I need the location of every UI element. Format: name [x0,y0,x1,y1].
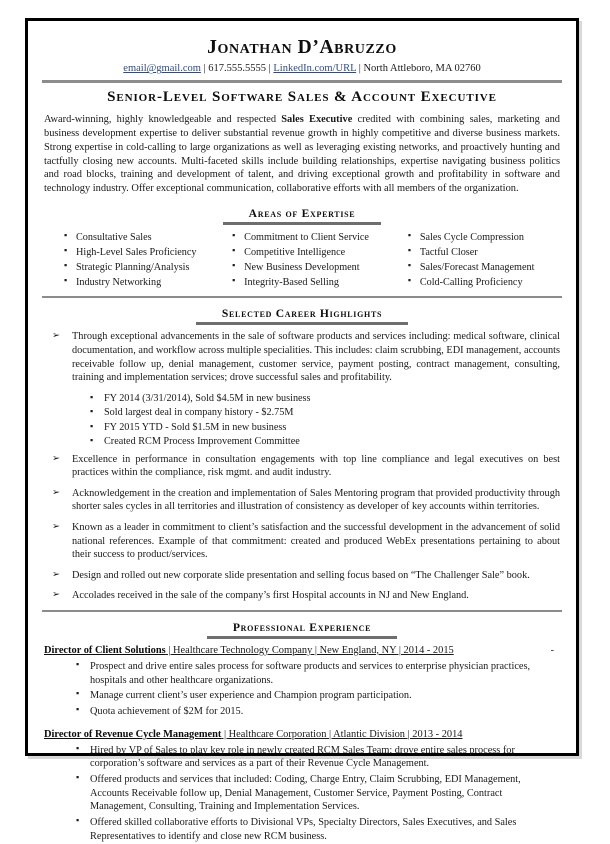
phone-number: 617.555.5555 [208,63,267,75]
job-entry [44,644,560,719]
highlight-item: ➢ Through exceptional advancements in the sale of software products and services including: medical software, clinical documentation, and workflow across multiple specialities. This includes: claim scrubbing, EDI management, accounts receivable follow up, denial management, customer service, payment posting, contract management, consulting, training and implementation services; drove successful sales and profitability. [44,330,560,384]
expertise-grid [42,230,562,290]
job-bullet: ▪ Prospect and drive entire sales process for software products and services to enterprise physician practices, hospitals and other healthcare organizations. [76,660,560,687]
location-text: North Attleboro, MA 02760 [363,63,481,75]
expertise-item: ▪ Industry Networking [64,275,214,290]
highlights-divider [42,610,562,612]
contact-separator-2: | [266,63,274,75]
summary-part-1: Award-winning, highly knowledgeable and respected [44,114,282,126]
resume-content [28,21,576,844]
job-bullet: ▪ Hired by VP of Sales to play key role in newly created RCM Sales Team; drove entire sales process for corporation’s software and services as a part of their Revenue Cycle Management. [76,744,560,771]
expertise-column-2 [214,230,390,290]
summary-bold-role: Sales Executive [281,114,353,126]
expertise-column-3 [390,230,558,290]
highlight-sub-item: ▪ FY 2014 (3/31/2014), Sold $4.5M in new business [90,392,560,406]
job-meta: | Healthcare Technology Company | New England, NY | 2014 - 2015 [165,644,454,656]
expertise-item: ▪ Integrity-Based Selling [232,275,390,290]
job-trailing-mark: - [550,644,554,656]
resume-page [25,18,579,842]
section-heading-experience [42,618,562,639]
expertise-item: ▪ High-Level Sales Proficiency [64,245,214,260]
section-heading-highlights [42,304,562,325]
candidate-name: Jonathan D’Abruzzo [207,37,397,58]
expertise-item: ▪ Strategic Planning/Analysis [64,260,214,275]
highlight-item: ➢ Excellence in performance in consultation engagements with top line compliance and legal executives on best practices within the compliance, risk mgmt. and audit industry. [44,453,560,480]
job-bullet: ▪ Manage current client’s user experience and Champion program participation. [76,689,560,703]
job-bullet-list [44,660,560,719]
professional-headline: Senior-Level Software Sales & Account Executive [107,89,497,106]
expertise-item: ▪ New Business Development [232,260,390,275]
expertise-item: ▪ Commitment to Client Service [232,230,390,245]
highlight-sub-item: ▪ FY 2015 YTD - Sold $1.5M in new business [90,421,560,435]
highlight-item: ➢ Accolades received in the sale of the company’s first Hospital accounts in NJ and New England. [44,589,560,603]
expertise-item: ▪ Sales Cycle Compression [408,230,558,245]
job-bullet: ▪ Offered skilled collaborative efforts to Divisional VPs, Specialty Directors, Sales Executives, and Sales Representatives to identify and close new RCM business. [76,816,560,843]
job-header [44,728,560,742]
highlight-sub-list [44,392,560,450]
expertise-item: ▪ Sales/Forecast Management [408,260,558,275]
expertise-column-1 [46,230,214,290]
section-heading-expertise-label: Areas of Expertise [223,207,382,225]
expertise-item: ▪ Competitive Intelligence [232,245,390,260]
job-title: Director of Revenue Cycle Management [44,728,222,740]
expertise-item: ▪ Cold-Calling Proficiency [408,275,558,290]
section-heading-highlights-label: Selected Career Highlights [196,307,408,325]
job-header [44,644,560,658]
highlight-item: ➢ Acknowledgement in the creation and implementation of Sales Mentoring program that provided productivity through shorter sales cycles in all territories and illustration of consistency as developer of key accounts within territories. [44,487,560,514]
job-bullet-list [44,744,560,844]
job-title: Director of Client Solutions [44,644,166,656]
job-meta: | Healthcare Corporation | Atlantic Division | 2013 - 2014 [221,728,463,740]
professional-summary [44,113,560,196]
header-divider [42,80,562,83]
contact-line [42,62,562,76]
highlight-sub-item: ▪ Sold largest deal in company history - $2.75M [90,406,560,420]
highlight-item: ➢ Known as a leader in commitment to client’s satisfaction and the successful development in the advancement of solid national references. Example of that commitment: created and produced WebEx presentations pertaining to about their success to product/services. [44,521,560,562]
job-entry [44,728,560,844]
section-heading-experience-label: Professional Experience [207,621,397,639]
email-link[interactable]: email@gmail.com [123,63,201,75]
expertise-item: ▪ Consultative Sales [64,230,214,245]
highlight-item: ➢ Design and rolled out new corporate slide presentation and selling focus based on “The Challenger Sale” book. [44,569,560,583]
summary-part-2: credited with combining sales, marketing and business development expertise to deliver substantial revenue growth in highly competitive and diverse business markets. Strong expertise in cold-calling to large organizations as well as leveraging existing networks, and proactively hunting and tactfully closing new accounts. Multi-faceted skills include building relationships, expertise navigating business politics and road blocks, training and development of talent, and driving exceptional growth and profitability in software and technology industry. Offer exceptional communication, collaborative efforts with all members of the organization. [44,114,560,195]
highlight-sub-item: ▪ Created RCM Process Improvement Committee [90,435,560,449]
expertise-item: ▪ Tactful Closer [408,245,558,260]
contact-separator-1: | [200,63,209,75]
linkedin-link[interactable]: LinkedIn.com/URL [273,63,357,75]
highlights-list [44,330,560,602]
section-heading-expertise [42,204,562,225]
job-bullet: ▪ Offered products and services that included: Coding, Charge Entry, Claim Scrubbing, EDI Management, Accounts Receivable follow up, Denial Management, Customer Service, Payment Posting, Contract Management, Consulting, Training and Implementation Services. [76,773,560,814]
job-bullet: ▪ Quota achievement of $2M for 2015. [76,705,560,719]
contact-separator-3: | [356,63,364,75]
expertise-divider [42,296,562,298]
